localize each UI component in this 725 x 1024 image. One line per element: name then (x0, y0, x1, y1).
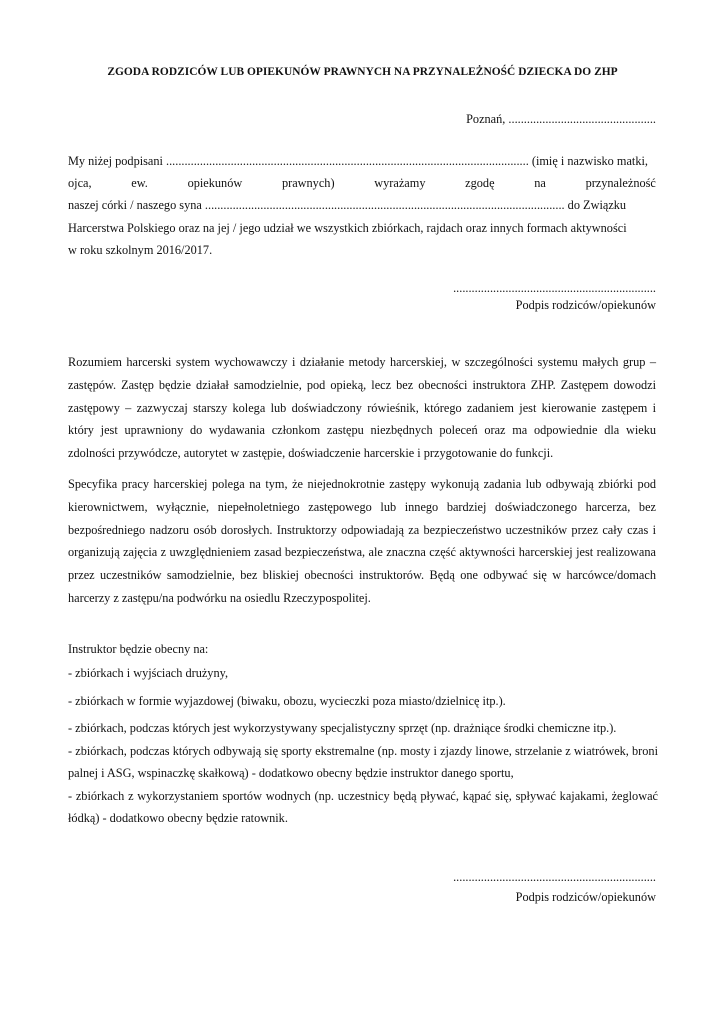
consent-line-4 (68, 217, 656, 239)
paragraph-specifics: Specyfika pracy harcerskiej polega na tym, że niejednokrotnie zastępy wykonują zadania lub odbywają zbiórki pod kierownictwem, wyłącznie, niepełnoletniego zastępowego lub innego bardziej doświadczonego harcerza, bez bezpośredniego nadzoru osób dorosłych. Instruktorzy odpowiadają za bezpieczeństwo uczestników przez cały czas i organizują zajęcia z uwzględnieniem zasad bezpieczeństwa, ale znaczna część aktywności harcerskiej jest realizowana przez uczestników samodzielnie, bez bliskiej obecności instruktorów. Będą one odbywać się w harcówce/domach harcerzy z zastępu/na podwórku na osiedlu Rzeczypospolitej. (68, 477, 656, 605)
consent-word: prawnych) (281, 176, 335, 191)
signature-label-2: Podpis rodziców/opiekunów (515, 890, 656, 904)
list-item: - zbiórkach w formie wyjazdowej (biwaku, obozu, wycieczki poza miasto/dzielnicę itp.). (68, 694, 506, 708)
document-title: ZGODA RODZICÓW LUB OPIEKUNÓW PRAWNYCH NA PRZYNALEŻNOŚĆ DZIECKA DO ZHP (107, 66, 618, 78)
signature-line-1: .................................................................. (453, 281, 656, 295)
consent-word: na (534, 176, 546, 191)
list-item: - zbiórkach z wykorzystaniem sportów wodnych (np. uczestnicy będą pływać, kąpać się, spływać kajakami, żeglować łódką) - dodatkowo obecny będzie ratownik. (68, 789, 658, 826)
consent-line-2 (68, 172, 656, 194)
consent-line-5 (68, 239, 656, 261)
consent-word: wyrażamy (374, 176, 426, 191)
consent-word: ew. (131, 176, 148, 191)
consent-word: przynależność (585, 176, 656, 191)
paragraph-system: Rozumiem harcerski system wychowawczy i działanie metody harcerskiej, w szczególności systemu małych grup – zastępów. Zastęp będzie działał samodzielnie, pod opieką, lecz bez obecności instruktora ZHP. Zastępem dowodzi zastępowy – zazwyczaj starszy kolega lub doświadczony rówieśnik, którego zadaniem jest kierowanie zastępem i który jest uprawniony do wydawania członkom zastępu niezbędnych poleceń oraz ma odpowiednie dla wieku zdolności przywódcze, autorytet w zastępie, doświadczenie harcerskie i przygotowanie do funkcji. (68, 355, 656, 461)
consent-text: naszej córki / naszego syna ..................................................................................................................... do Związku (68, 198, 627, 213)
consent-text: Harcerstwa Polskiego oraz na jej / jego udział we wszystkich zbiórkach, rajdach oraz innych formach aktywności (68, 220, 627, 235)
consent-word: zgodę (465, 176, 495, 191)
list-item: - zbiórkach i wyjściach drużyny, (68, 666, 229, 680)
signature-label-1: Podpis rodziców/opiekunów (515, 298, 656, 312)
consent-word: opiekunów (187, 176, 243, 191)
list-intro: Instruktor będzie obecny na: (68, 642, 209, 656)
consent-line-1 (68, 150, 656, 172)
consent-statement (68, 150, 656, 261)
list-item: - zbiórkach, podczas których jest wykorzystywany specjalistyczny sprzęt (np. drażniące środki chemiczne itp.). (68, 721, 617, 735)
consent-text: w roku szkolnym 2016/2017. (68, 242, 213, 257)
consent-line-3 (68, 194, 656, 216)
consent-word: ojca, (68, 176, 92, 191)
place-date-line: Poznań, ................................................ (466, 112, 656, 126)
list-item: - zbiórkach, podczas których odbywają się sporty ekstremalne (np. mosty i zjazdy linowe, strzelanie z wiatrówek, broni palnej i ASG, wspinaczkę skałkową) - dodatkowo obecny będzie instruktor danego sportu, (68, 744, 658, 781)
consent-text: My niżej podpisani ...................................................................................................................... (imię i nazwisko matki, (68, 154, 648, 168)
signature-line-2: .................................................................. (453, 870, 656, 884)
